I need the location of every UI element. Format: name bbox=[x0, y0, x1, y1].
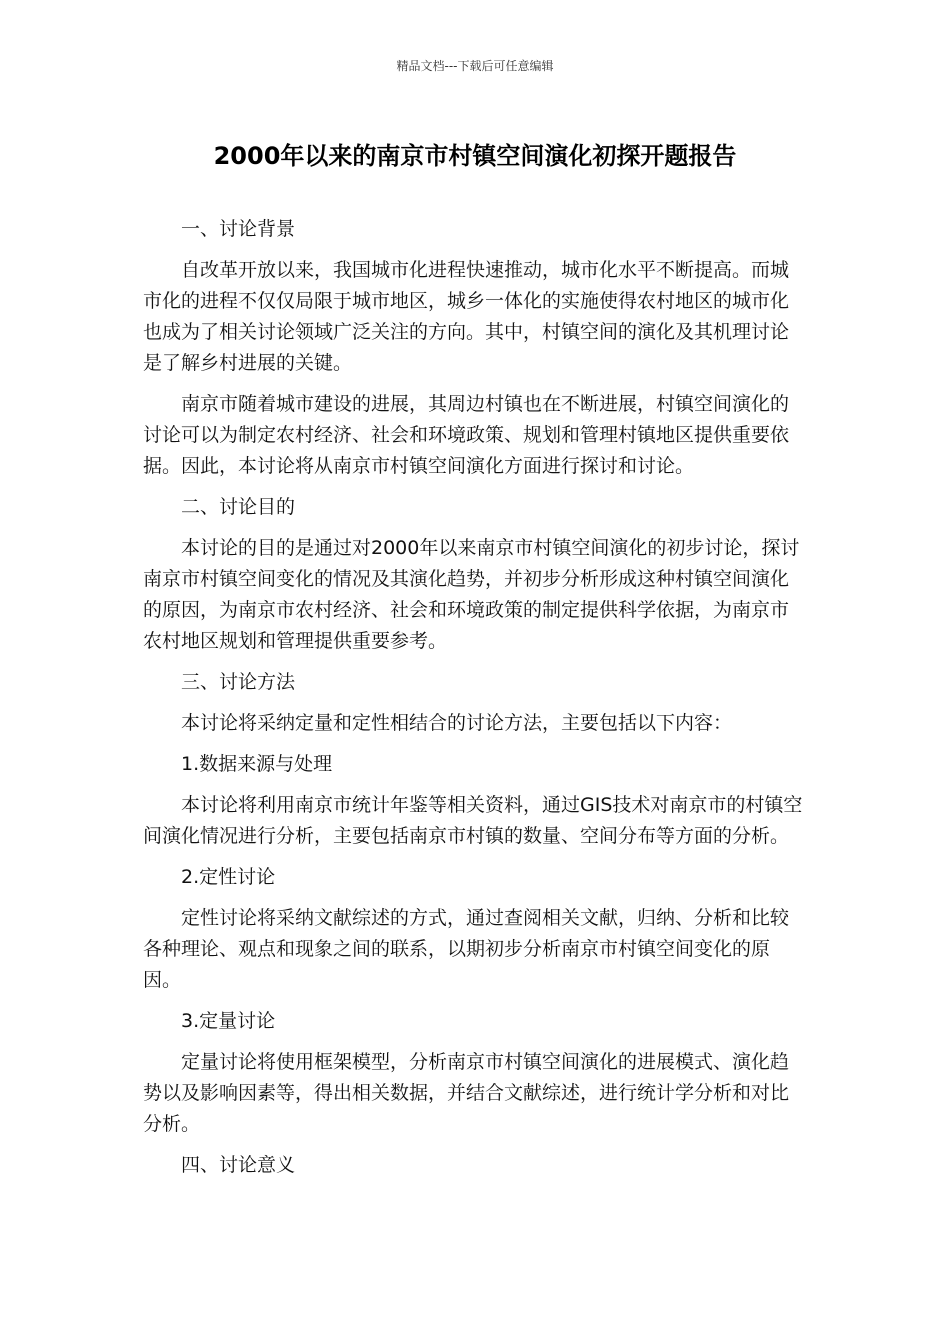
section-heading-purpose: 二、讨论目的 bbox=[181, 496, 296, 518]
page-title: 2000年以来的南京市村镇空间演化初探开题报告 bbox=[213, 142, 737, 170]
document-body bbox=[143, 214, 803, 1191]
paragraph: 定性讨论将采纳文献综述的方式，通过查阅相关文献，归纳、分析和比较各种理论、观点和现象之间的联系，以期初步分析南京市村镇空间变化的原因。 bbox=[143, 907, 790, 991]
paragraph: 定量讨论将使用框架模型，分析南京市村镇空间演化的进展模式、演化趋势以及影响因素等，得出相关数据，并结合文献综述，进行统计学分析和对比分析。 bbox=[143, 1051, 790, 1135]
subsection-heading-quantitative: 3.定量讨论 bbox=[181, 1010, 276, 1032]
paragraph: 本讨论将利用南京市统计年鉴等相关资料，通过GIS技术对南京市的村镇空间演化情况进行分析，主要包括南京市村镇的数量、空间分布等方面的分析。 bbox=[143, 794, 803, 847]
paragraph: 本讨论的目的是通过对2000年以来南京市村镇空间演化的初步讨论，探讨南京市村镇空间变化的情况及其演化趋势，并初步分析形成这种村镇空间演化的原因，为南京市农村经济、社会和环境政策的制定提供科学依据，为南京市农村地区规划和管理提供重要参考。 bbox=[143, 537, 800, 652]
section-heading-background: 一、讨论背景 bbox=[181, 218, 296, 240]
paragraph: 本讨论将采纳定量和定性相结合的讨论方法，主要包括以下内容： bbox=[181, 712, 733, 734]
paragraph: 自改革开放以来，我国城市化进程快速推动，城市化水平不断提高。而城市化的进程不仅仅局限于城市地区，城乡一体化的实施使得农村地区的城市化也成为了相关讨论领域广泛关注的方向。其中，村镇空间的演化及其机理讨论是了解乡村进展的关键。 bbox=[143, 259, 790, 374]
section-heading-methods: 三、讨论方法 bbox=[181, 671, 296, 693]
subsection-heading-data: 1.数据来源与处理 bbox=[181, 753, 333, 775]
section-heading-significance: 四、讨论意义 bbox=[181, 1154, 296, 1176]
paragraph: 南京市随着城市建设的进展，其周边村镇也在不断进展，村镇空间演化的讨论可以为制定农村经济、社会和环境政策、规划和管理村镇地区提供重要依据。因此，本讨论将从南京市村镇空间演化方面进行探讨和讨论。 bbox=[143, 393, 790, 477]
subsection-heading-qualitative: 2.定性讨论 bbox=[181, 866, 276, 888]
header-note: 精品文档---下载后可任意编辑 bbox=[396, 59, 554, 73]
